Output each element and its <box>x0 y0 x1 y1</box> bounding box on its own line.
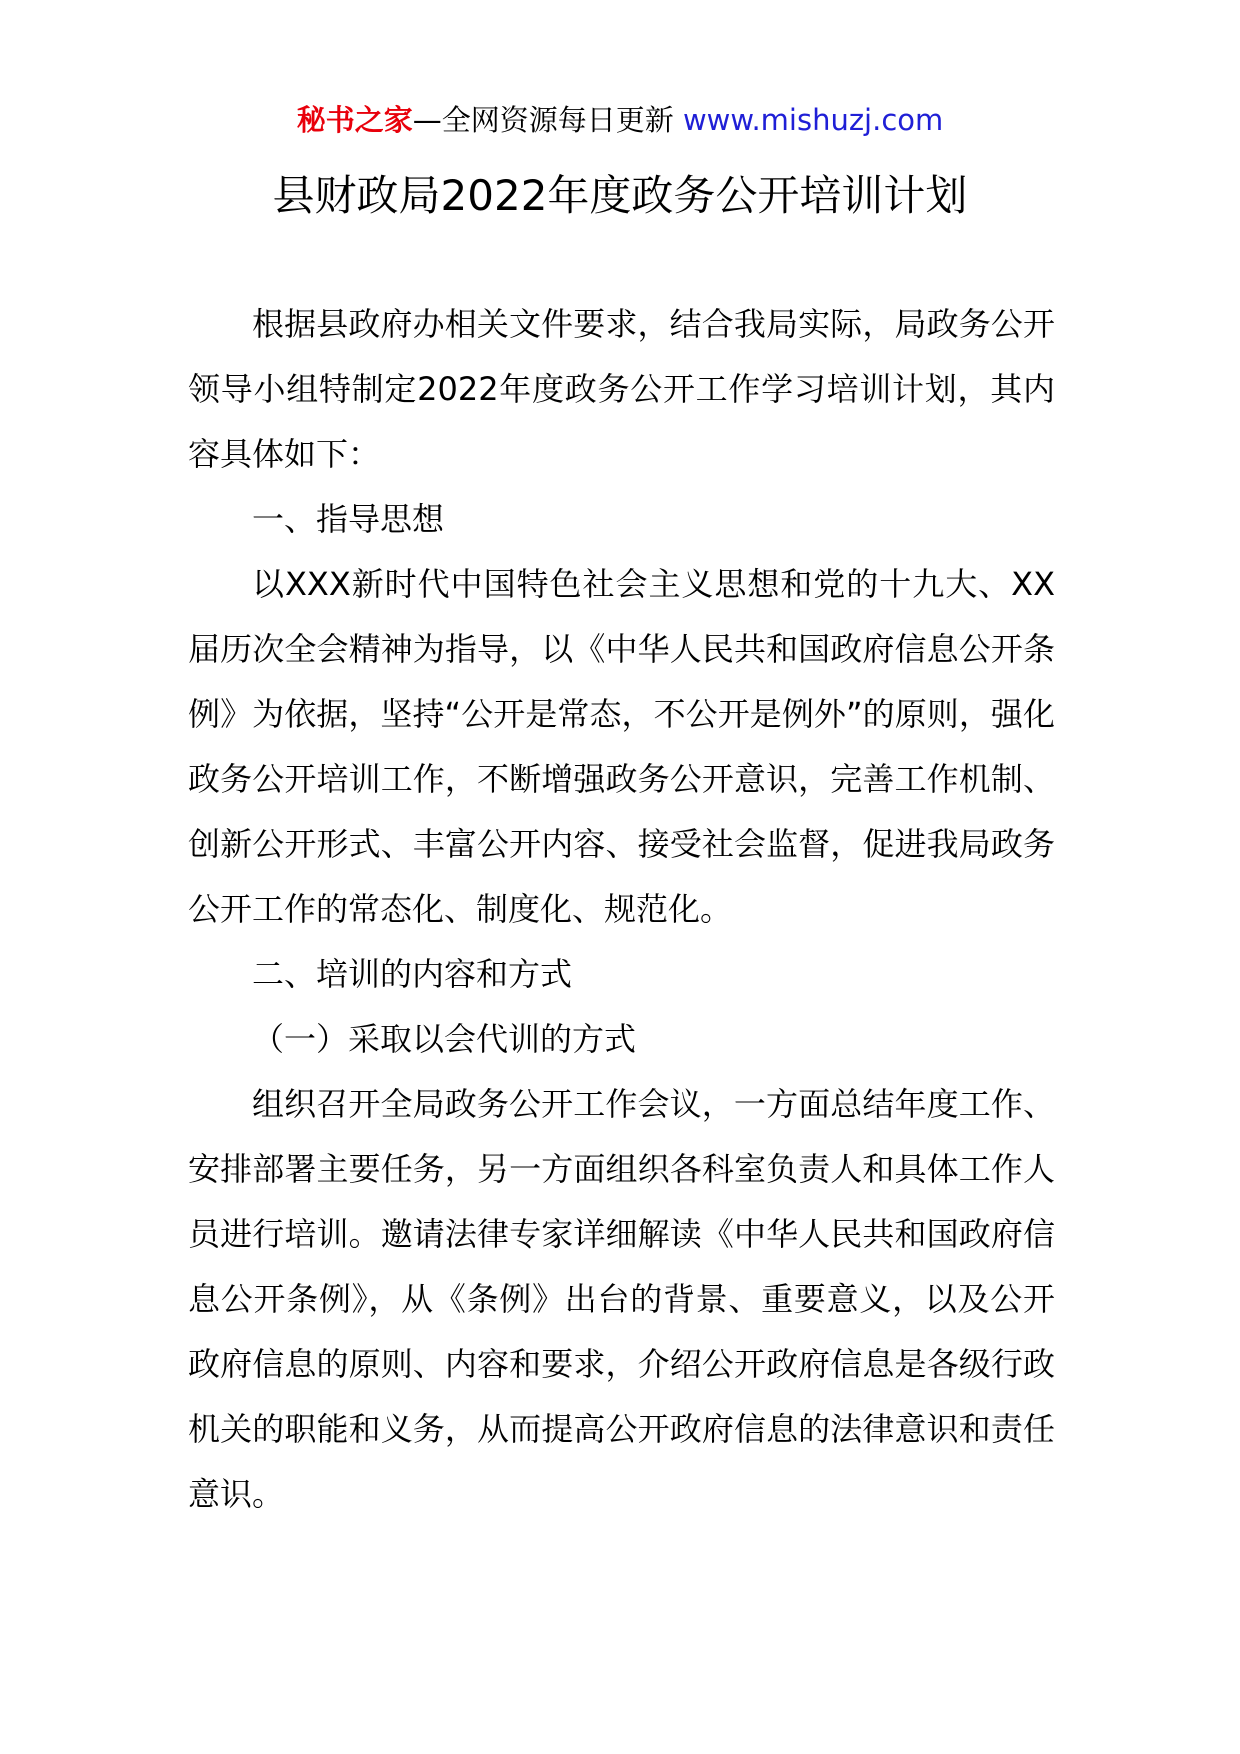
site-banner <box>0 100 1240 140</box>
document-title: 县财政局2022年度政务公开培训计划 <box>272 171 968 220</box>
intro-paragraph: 根据县政府办相关文件要求，结合我局实际，局政务公开领导小组特制定2022年度政务公开工作学习培训计划，其内容具体如下： <box>188 305 1055 473</box>
site-url-link[interactable]: www.mishuzj.com <box>682 103 944 137</box>
document-body <box>188 292 1055 1527</box>
guiding-thought-paragraph: 以XXX新时代中国特色社会主义思想和党的十九大、XX届历次全会精神为指导，以《中华人民共和国政府信息公开条例》为依据，坚持“公开是常态，不公开是例外”的原则，强化政务公开培训工作，不断增强政务公开意识，完善工作机制、创新公开形式、丰富公开内容、接受社会监督，促进我局政务公开工作的常态化、制度化、规范化。 <box>188 565 1055 928</box>
section-heading-training-content: 二、培训的内容和方式 <box>252 955 573 993</box>
site-brand: 秘书之家 <box>296 103 413 137</box>
meeting-training-paragraph: 组织召开全局政务公开工作会议，一方面总结年度工作、安排部署主要任务，另一方面组织各科室负责人和具体工作人员进行培训。邀请法律专家详细解读《中华人民共和国政府信息公开条例》，从《条例》出台的背景、重要意义，以及公开政府信息的原则、内容和要求，介绍公开政府信息是各级行政机关的职能和义务，从而提高公开政府信息的法律意识和责任意识。 <box>188 1085 1055 1513</box>
subsection-heading-meeting-training: （一）采取以会代训的方式 <box>252 1020 637 1058</box>
site-slogan: —全网资源每日更新 <box>412 103 683 137</box>
section-heading-guiding-thought: 一、指导思想 <box>252 500 445 538</box>
